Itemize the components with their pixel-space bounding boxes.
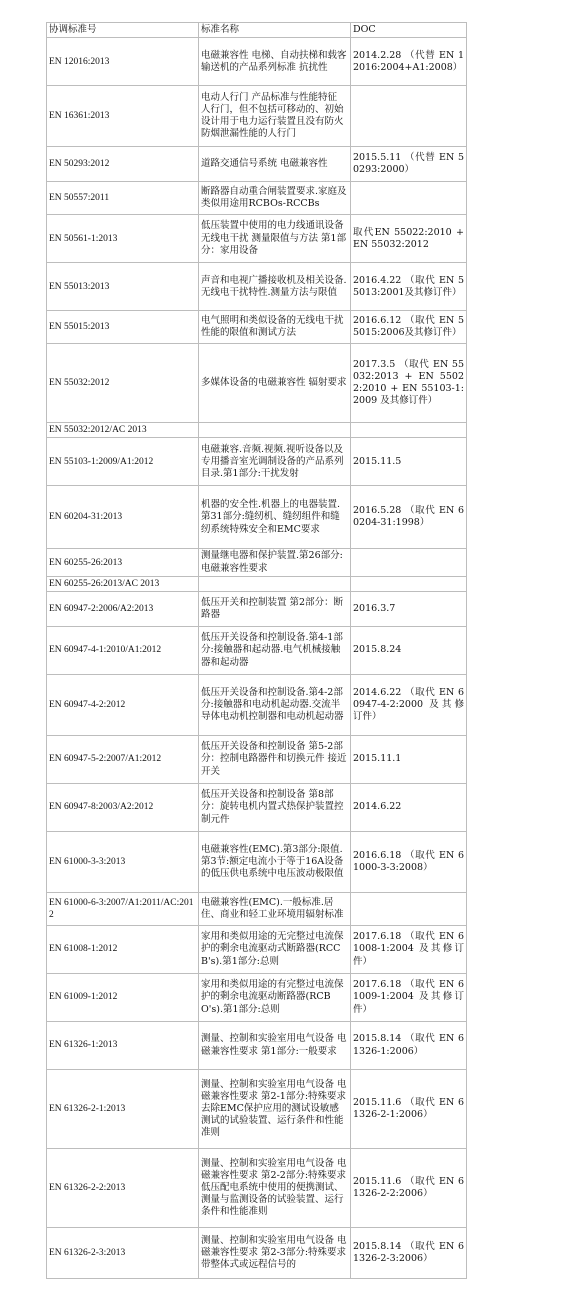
table-row: [47, 549, 467, 576]
code-cell: EN 60947-5-2:2007/A1:2012: [47, 736, 199, 784]
doc-cell: 2016.4.22 （取代 EN 55013:2001及其修订件）: [351, 263, 467, 311]
table-body: [47, 38, 467, 1279]
code-cell: EN 60947-8:2003/A2:2012: [47, 784, 199, 832]
doc-cell: 2017.3.5 （取代 EN 55032:2013 + EN 55022:2010 + EN 55103-1:2009 及其修订件）: [351, 344, 467, 423]
code-cell: EN 61009-1:2012: [47, 974, 199, 1022]
table-row: [47, 1070, 467, 1149]
table-row: [47, 675, 467, 736]
name-cell: 机器的安全性.机器上的电器装置.第31部分:缝纫机、缝纫组件和缝纫系统特殊安全和EMC要求: [199, 486, 351, 549]
table-row: [47, 311, 467, 344]
code-cell: EN 61326-1:2013: [47, 1022, 199, 1070]
name-cell: 声音和电视广播接收机及相关设备.无线电干扰特性.测量方法与限值: [199, 263, 351, 311]
table-row: [47, 215, 467, 263]
name-cell: 道路交通信号系统 电磁兼容性: [199, 147, 351, 182]
code-cell: EN 61326-2-3:2013: [47, 1228, 199, 1279]
code-cell: EN 50293:2012: [47, 147, 199, 182]
name-cell: 断路器自动重合闸装置要求.家庭及类似用途用RCBOs-RCCBs: [199, 182, 351, 215]
code-cell: EN 60947-4-2:2012: [47, 675, 199, 736]
name-cell: 测量继电器和保护装置.第26部分:电磁兼容性要求: [199, 549, 351, 576]
doc-cell: [351, 423, 467, 438]
standards-table: [46, 22, 467, 1279]
table-row: [47, 182, 467, 215]
doc-cell: [351, 893, 467, 926]
name-cell: 电磁兼容.音频.视频.视听设备以及专用播音室光调制设备的产品系列目录.第1部分:干扰发射: [199, 438, 351, 486]
table-row: [47, 423, 467, 438]
table-row: [47, 344, 467, 423]
table-row: [47, 832, 467, 893]
table-row: [47, 263, 467, 311]
name-cell: 低压装置中使用的电力线通讯设备 无线电干扰 测量限值与方法 第1部分：家用设备: [199, 215, 351, 263]
name-cell: 电磁兼容性(EMC).一般标准.居住、商业和轻工业环境用辐射标准: [199, 893, 351, 926]
table-row: [47, 926, 467, 974]
doc-cell: [351, 86, 467, 147]
doc-cell: 2017.6.18 （取代 EN 61008-1:2004 及其修订件）: [351, 926, 467, 974]
name-cell: 电磁兼容性(EMC).第3部分:限值.第3节:额定电流小于等于16A设备的低压供电系统中电压波动极限值: [199, 832, 351, 893]
doc-cell: 2015.8.14 （取代 EN 61326-1:2006）: [351, 1022, 467, 1070]
doc-cell: 2014.6.22 （取代 EN 60947-4-2:2000 及其修订件）: [351, 675, 467, 736]
name-cell: 测量、控制和实验室用电气设备 电磁兼容性要求 第2-1部分:特殊要求 去除EMC保护应用的测试设敏感测试的试验装置、运行条件和性能准则: [199, 1070, 351, 1149]
name-cell: [199, 423, 351, 438]
code-cell: EN 61008-1:2012: [47, 926, 199, 974]
name-cell: 测量、控制和实验室用电气设备 电磁兼容性要求 第2-3部分:特殊要求 带整体式或远程信号的: [199, 1228, 351, 1279]
doc-cell: [351, 182, 467, 215]
table-row: [47, 1149, 467, 1228]
doc-cell: 2015.11.5: [351, 438, 467, 486]
code-cell: EN 60947-2:2006/A2:2013: [47, 592, 199, 627]
table-row: [47, 974, 467, 1022]
doc-cell: 2017.6.18 （取代 EN 61009-1:2004 及其修订件）: [351, 974, 467, 1022]
table-row: [47, 86, 467, 147]
code-cell: EN 55013:2013: [47, 263, 199, 311]
header-row: [47, 23, 467, 38]
name-cell: 电磁兼容性 电梯、自动扶梯和载客输送机的产品系列标准 抗扰性: [199, 38, 351, 86]
code-cell: EN 55015:2013: [47, 311, 199, 344]
name-cell: [199, 576, 351, 591]
name-cell: 低压开关设备和控制设备 第8部分：旋转电机内置式热保护装置控制元件: [199, 784, 351, 832]
doc-cell: 2015.11.1: [351, 736, 467, 784]
doc-cell: 2014.6.22: [351, 784, 467, 832]
table-row: [47, 627, 467, 675]
doc-cell: 2015.8.24: [351, 627, 467, 675]
header-code: 协调标准号: [47, 23, 199, 38]
code-cell: EN 60255-26:2013: [47, 549, 199, 576]
code-cell: EN 60947-4-1:2010/A1:2012: [47, 627, 199, 675]
name-cell: 测量、控制和实验室用电气设备 电磁兼容性要求 第1部分:一般要求: [199, 1022, 351, 1070]
doc-cell: [351, 549, 467, 576]
table-row: [47, 38, 467, 86]
table-row: [47, 1228, 467, 1279]
name-cell: 家用和类似用途的无完整过电流保护的剩余电流驱动式断路器(RCCB's).第1部分:总则: [199, 926, 351, 974]
code-cell: EN 60255-26:2013/AC 2013: [47, 576, 199, 591]
doc-cell: 2015.11.6 （取代 EN 61326-2-2:2006）: [351, 1149, 467, 1228]
table-row: [47, 893, 467, 926]
doc-cell: 2015.5.11 （代替 EN 50293:2000）: [351, 147, 467, 182]
name-cell: 低压开关设备和控制设备.第4-2部分:接触器和电动机起动器.交流半导体电动机控制器和电动机起动器: [199, 675, 351, 736]
table-row: [47, 438, 467, 486]
name-cell: 低压开关设备和控制设备 第5-2部分：控制电路器件和切换元件 接近开关: [199, 736, 351, 784]
doc-cell: 2015.11.6 （取代 EN 61326-2-1:2006）: [351, 1070, 467, 1149]
doc-cell: 2016.6.12 （取代 EN 55015:2006及其修订件）: [351, 311, 467, 344]
code-cell: EN 61326-2-2:2013: [47, 1149, 199, 1228]
doc-cell: 2016.3.7: [351, 592, 467, 627]
code-cell: EN 50557:2011: [47, 182, 199, 215]
header-name: 标准名称: [199, 23, 351, 38]
code-cell: EN 12016:2013: [47, 38, 199, 86]
code-cell: EN 61326-2-1:2013: [47, 1070, 199, 1149]
table-row: [47, 576, 467, 591]
doc-cell: [351, 576, 467, 591]
table-row: [47, 736, 467, 784]
table-row: [47, 784, 467, 832]
doc-cell: 2015.8.14 （取代 EN 61326-2-3:2006）: [351, 1228, 467, 1279]
table-row: [47, 592, 467, 627]
name-cell: 多媒体设备的电磁兼容性 辐射要求: [199, 344, 351, 423]
table-row: [47, 147, 467, 182]
doc-cell: 取代EN 55022:2010 + EN 55032:2012: [351, 215, 467, 263]
name-cell: 电动人行门 产品标准与性能特征 人行门，但不包括可移动的、初始设计用于电力运行装置且没有防火防烟泄漏性能的人行门: [199, 86, 351, 147]
code-cell: EN 55032:2012: [47, 344, 199, 423]
code-cell: EN 61000-6-3:2007/A1:2011/AC:2012: [47, 893, 199, 926]
code-cell: EN 50561-1:2013: [47, 215, 199, 263]
code-cell: EN 55103-1:2009/A1:2012: [47, 438, 199, 486]
table-row: [47, 486, 467, 549]
name-cell: 测量、控制和实验室用电气设备 电磁兼容性要求 第2-2部分:特殊要求 低压配电系统中使用的便携测试、测量与监测设备的试验装置、运行条件和性能准则: [199, 1149, 351, 1228]
doc-cell: 2016.5.28 （取代 EN 60204-31:1998）: [351, 486, 467, 549]
table-row: [47, 1022, 467, 1070]
name-cell: 低压开关设备和控制设备.第4-1部分:接触器和起动器.电气机械接触器和起动器: [199, 627, 351, 675]
header-doc: DOC: [351, 23, 467, 38]
code-cell: EN 61000-3-3:2013: [47, 832, 199, 893]
doc-cell: 2014.2.28 （代替 EN 12016:2004+A1:2008）: [351, 38, 467, 86]
code-cell: EN 55032:2012/AC 2013: [47, 423, 199, 438]
name-cell: 低压开关和控制装置 第2部分：断路器: [199, 592, 351, 627]
code-cell: EN 60204-31:2013: [47, 486, 199, 549]
name-cell: 电气照明和类似设备的无线电干扰性能的限值和测试方法: [199, 311, 351, 344]
code-cell: EN 16361:2013: [47, 86, 199, 147]
doc-cell: 2016.6.18 （取代 EN 61000-3-3:2008）: [351, 832, 467, 893]
name-cell: 家用和类似用途的有完整过电流保护的剩余电流驱动断路器(RCBO's).第1部分:总则: [199, 974, 351, 1022]
